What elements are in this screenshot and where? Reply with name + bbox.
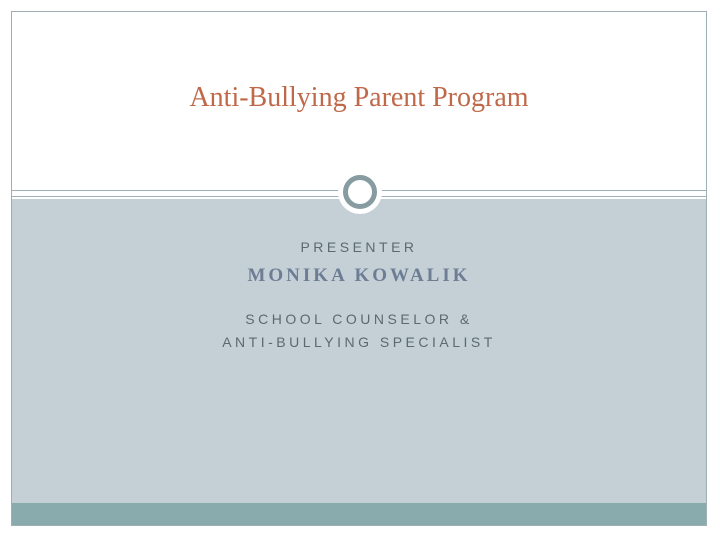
presenter-block [12, 238, 706, 354]
footer-band [12, 503, 706, 526]
ornament-ring [343, 175, 377, 209]
presenter-role [12, 308, 706, 354]
title-region [12, 12, 706, 190]
presenter-role-line-2: ANTI-BULLYING SPECIALIST [222, 334, 496, 350]
circle-ring-icon [338, 170, 382, 214]
presenter-label: PRESENTER [300, 239, 418, 255]
slide-title: Anti-Bullying Parent Program [189, 82, 529, 113]
slide [11, 11, 707, 526]
presenter-name: MONIKA KOWALIK [247, 265, 471, 286]
presenter-role-line-1: SCHOOL COUNSELOR & [245, 311, 473, 327]
